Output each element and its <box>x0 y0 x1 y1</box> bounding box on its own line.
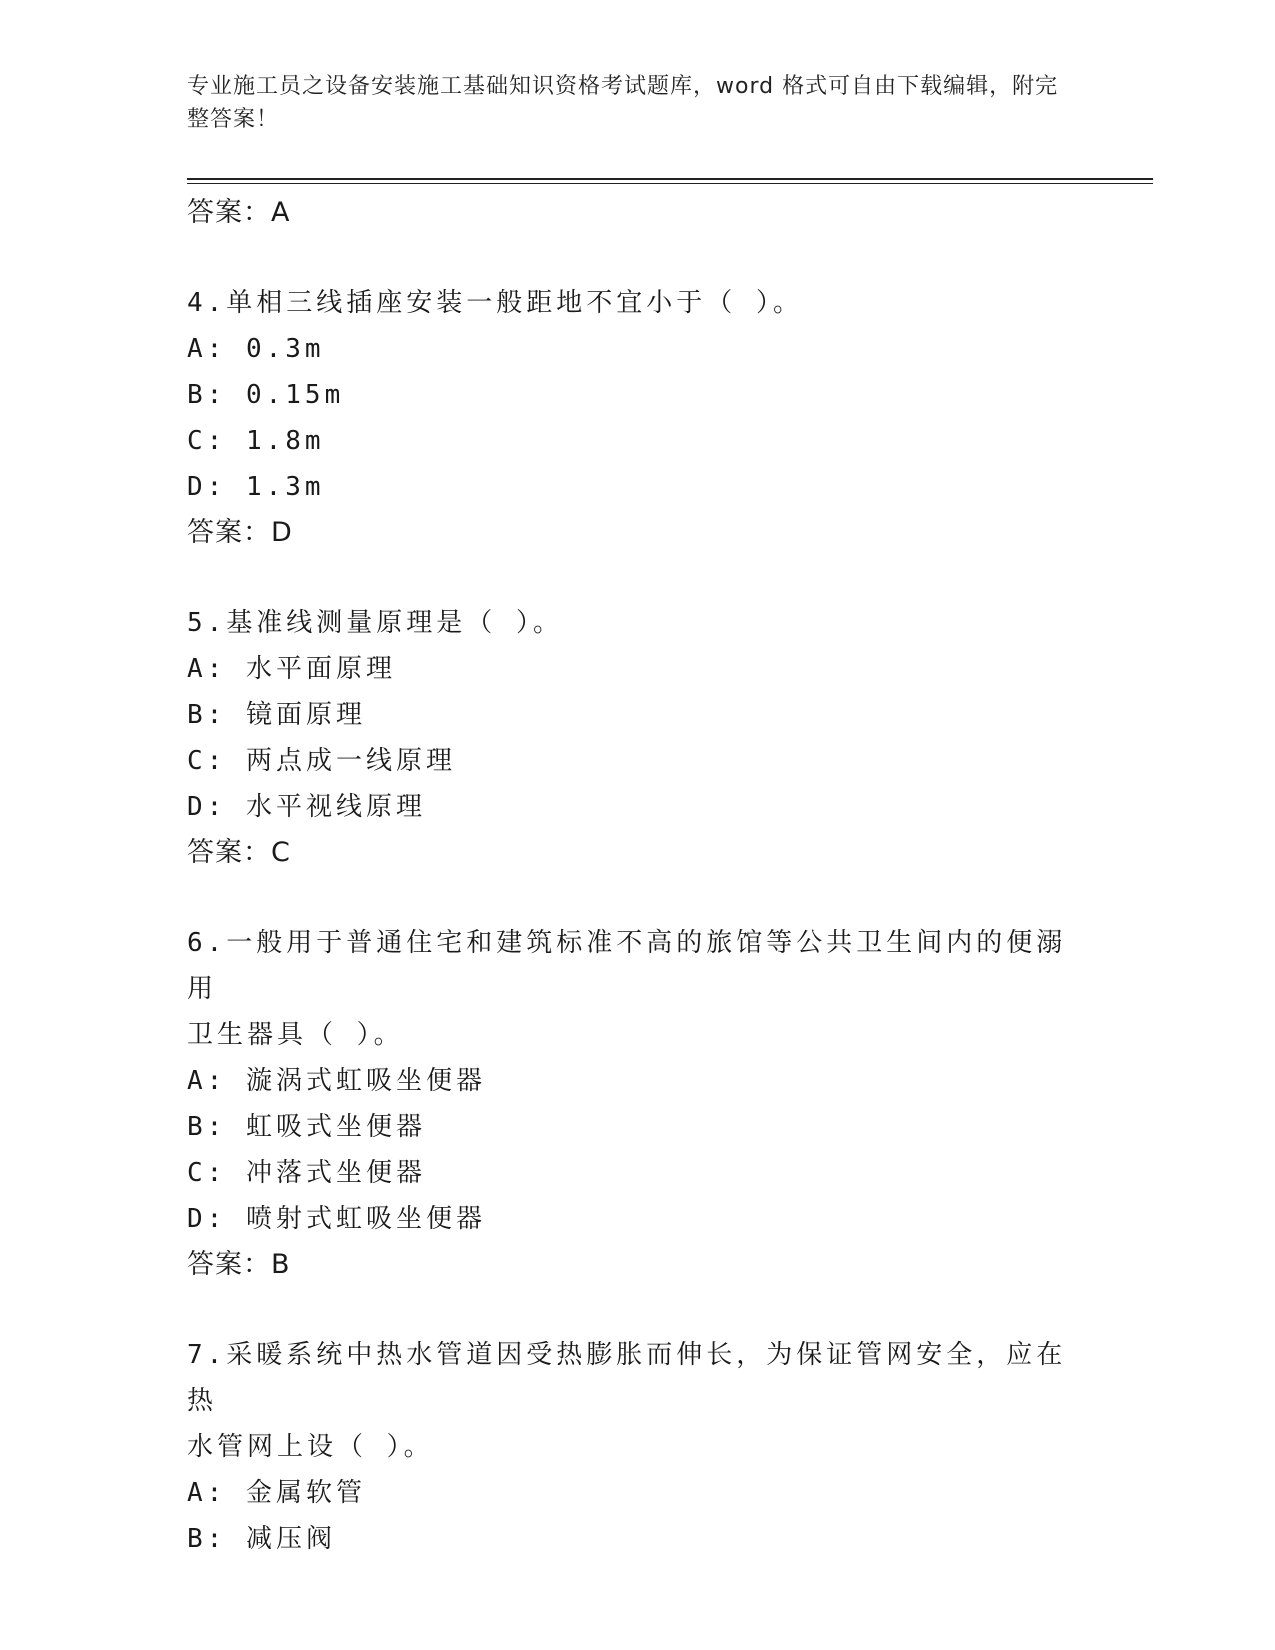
option-d: D: 1.3m <box>187 472 325 502</box>
document-header: 专业施工员之设备安装施工基础知识资格考试题库，word 格式可自由下载编辑，附完整答案！ <box>187 74 1059 132</box>
option-c: C: 冲落式坐便器 <box>187 1158 426 1188</box>
question-stem: 7.采暖系统中热水管道因受热膨胀而伸长，为保证管网安全，应在热 <box>187 1340 1067 1416</box>
option-b: B: 镜面原理 <box>187 700 366 730</box>
option-a: A: 金属软管 <box>187 1478 366 1508</box>
option-d: D: 喷射式虹吸坐便器 <box>187 1204 486 1234</box>
question-item <box>187 280 1087 556</box>
header-rule-thick <box>187 178 1153 180</box>
question-stem: 5.基准线测量原理是（ ）。 <box>187 608 563 638</box>
question-list <box>187 190 1087 1562</box>
option-c: C: 两点成一线原理 <box>187 746 456 776</box>
question-stem: 6.一般用于普通住宅和建筑标准不高的旅馆等公共卫生间内的便溺用 <box>187 928 1067 1004</box>
question-item <box>187 1332 1087 1562</box>
option-d: D: 水平视线原理 <box>187 792 426 822</box>
question-stem-cont: 卫生器具（ ）。 <box>187 1020 404 1050</box>
option-b: B: 减压阀 <box>187 1524 336 1554</box>
question-stem: 4.单相三线插座安装一般距地不宜小于（ ）。 <box>187 288 803 318</box>
answer-line: 答案：A <box>187 197 291 228</box>
option-b: B: 虹吸式坐便器 <box>187 1112 426 1142</box>
option-a: A: 漩涡式虹吸坐便器 <box>187 1066 486 1096</box>
answer-line: 答案：D <box>187 517 293 548</box>
answer-line: 答案：B <box>187 1249 291 1280</box>
question-item <box>187 600 1087 876</box>
option-c: C: 1.8m <box>187 426 325 456</box>
option-b: B: 0.15m <box>187 380 345 410</box>
question-stem-cont: 水管网上设（ ）。 <box>187 1432 434 1462</box>
header-rule-thin <box>187 183 1153 184</box>
answer-line: 答案：C <box>187 837 291 868</box>
option-a: A: 0.3m <box>187 334 325 364</box>
spacer <box>187 236 1087 280</box>
option-a: A: 水平面原理 <box>187 654 396 684</box>
question-item <box>187 920 1087 1288</box>
spacer <box>187 1288 1087 1332</box>
spacer <box>187 876 1087 920</box>
spacer <box>187 556 1087 600</box>
